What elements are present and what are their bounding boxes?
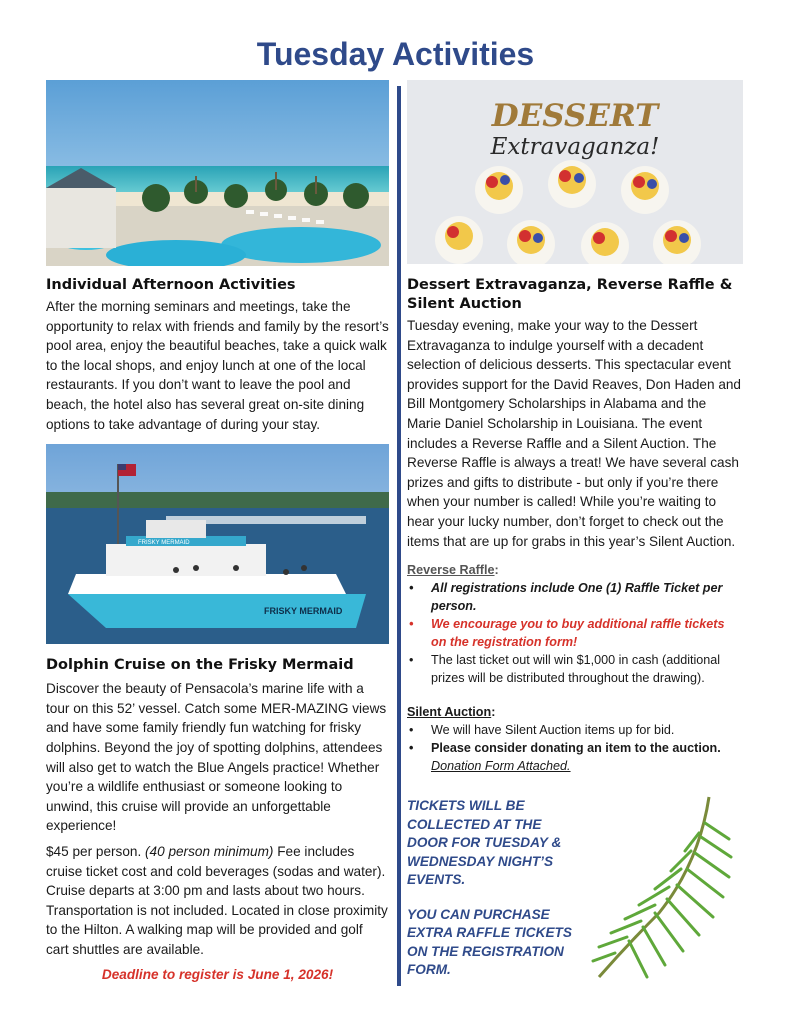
section-heading-dolphin-cruise: Dolphin Cruise on the Frisky Mermaid — [46, 657, 354, 674]
section-body-dessert: Tuesday evening, make your way to the Dessert Extravaganza to indulge yourself with a decadent selection of delicious desserts. This spectacular event provides support for the David Reaves, Don Haden and Bill Montgomery Scholarships in Alabama and the Marie Daniel Scholarship in Louisiana. The event includes a Reverse Raffle and a Silent Auction. The Reverse Raffle is always a treat! We have several cash prizes and gifts to distribute - but only if you’re there when your number is called! While you’re waiting to hear your lucky number, don’t forget to check out the items that are up for grabs in this year’s Silent Auction. — [407, 318, 741, 549]
section-heading-afternoon: Individual Afternoon Activities — [46, 277, 296, 293]
silent-auction-list — [407, 721, 743, 775]
reverse-raffle-list — [407, 579, 743, 687]
reverse-raffle-label: Reverse Raffle: — [407, 563, 499, 578]
cruise-pricing-paragraph — [46, 842, 389, 960]
tickets-collected-note: TICKETS WILL BE COLLECTED AT THE DOOR FOR TUESDAY & WEDNESDAY NIGHT’S EVENTS. — [407, 798, 562, 888]
cruise-minimum: (40 person minimum) — [145, 843, 274, 859]
list-item: • We encourage you to buy additional raffle tickets on the registration form! — [409, 617, 725, 650]
left-column — [46, 80, 389, 985]
list-item: • We will have Silent Auction items up for bid. — [409, 723, 675, 738]
page-title: Tuesday Activities — [256, 36, 535, 72]
ticket-notes-area — [407, 797, 743, 987]
dessert-extravaganza-photo — [407, 80, 743, 264]
boat-name-label: FRISKY MERMAID — [264, 606, 343, 617]
section-body-dolphin-cruise: Discover the beauty of Pensacola’s marine life with a tour on this 52’ vessel. Catch some MER-MAZING views and have some family friendly fun watching for frisky dolphins. Beyond the joy of spotting dolphins, attendees will also get to watch the Blue Angels practice! Whether you’re a wildlife enthusiast or someone looking to unwind, this cruise will provide an unforgettable experience! — [46, 681, 387, 834]
list-item: • All registrations include One (1) Raffle Ticket per person. — [409, 581, 723, 614]
palm-leaf-icon — [589, 793, 739, 983]
cruise-details: Fee includes cruise ticket cost and cold beverages (sodas and water). Cruise departs at 3:00 pm and lasts about two hours. Transportation is not included. Located in close proximity to the Hilton. A walking map will be provided and golf cart shuttles are available. — [46, 843, 388, 957]
section-heading-dessert: Dessert Extravaganza, Reverse Raffle & Silent Auction — [407, 277, 733, 312]
list-item: • The last ticket out will win $1,000 in cash (additional prizes will be distributed throughout the drawing). — [409, 653, 721, 686]
section-body-afternoon: After the morning seminars and meetings, take the opportunity to relax with friends and family by the resort’s pool area, enjoy the beautiful beaches, take a quick walk to the local shops, and enjoy lunch at one of the local restaurants. If you don’t want to leave the pool and beach, the hotel also has several great on-site dining options to take advantage of during your stay. — [46, 299, 389, 432]
resort-pool-photo — [46, 80, 389, 266]
list-item: • Please consider donating an item to the auction. — [409, 741, 721, 756]
purchase-raffle-note: YOU CAN PURCHASE EXTRA RAFFLE TICKETS ON THE REGISTRATION FORM. — [407, 906, 572, 978]
dessert-title-line1: DESSERT — [491, 98, 659, 134]
column-divider — [397, 86, 401, 986]
boat-banner-label: FRISKY MERMAID — [138, 540, 190, 547]
dessert-title-line2: Extravaganza! — [490, 134, 660, 160]
donation-form-link[interactable]: Donation Form Attached. — [431, 759, 571, 774]
right-column — [407, 80, 743, 987]
frisky-mermaid-boat-photo — [46, 444, 389, 644]
cruise-price: $45 per person. — [46, 843, 142, 859]
silent-auction-label: Silent Auction: — [407, 705, 496, 720]
registration-deadline: Deadline to register is June 1, 2026! — [101, 967, 334, 983]
